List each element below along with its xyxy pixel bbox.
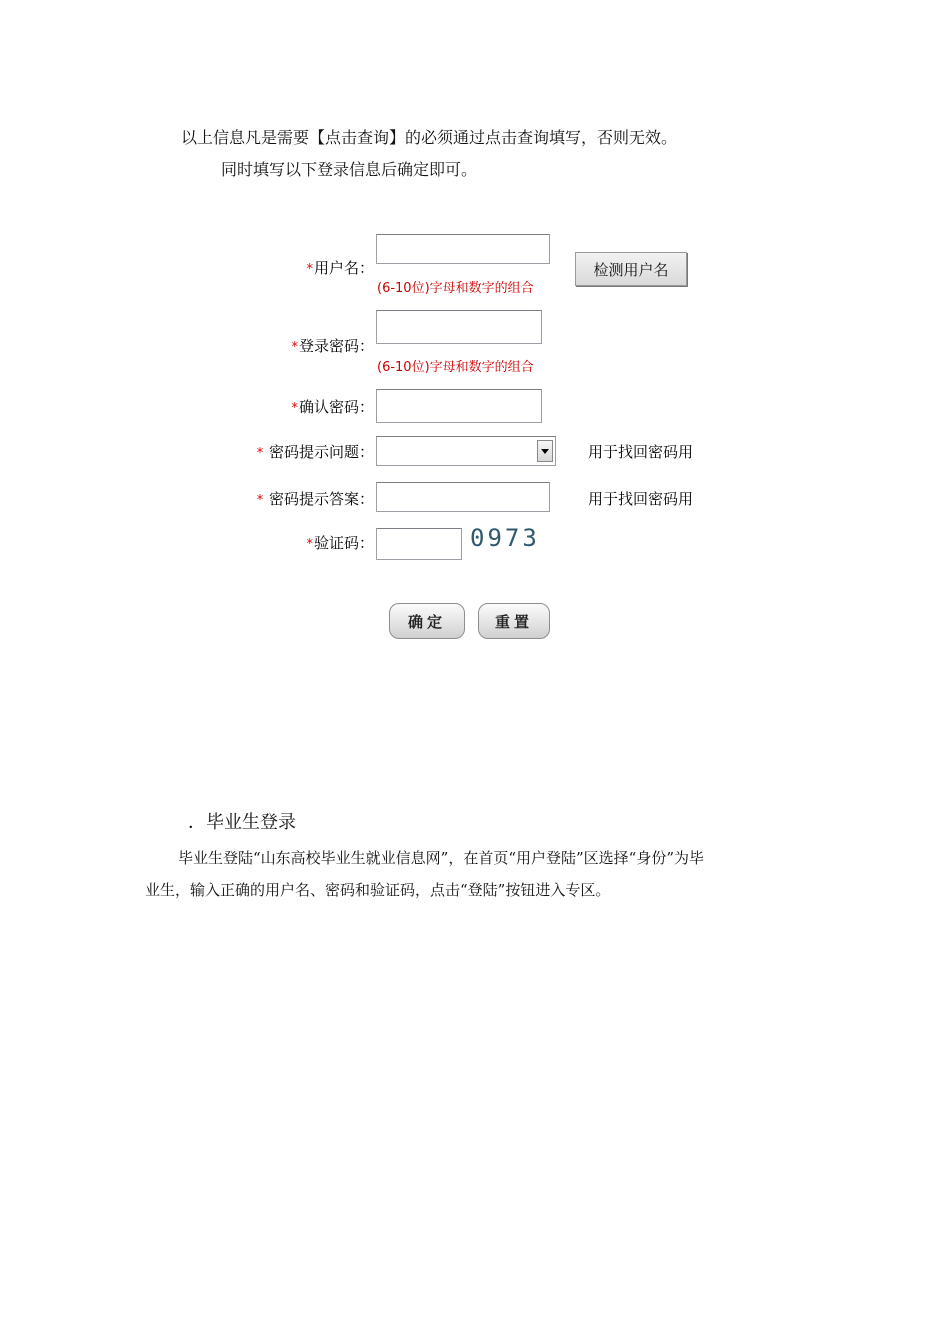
captcha-label-row	[250, 532, 374, 553]
password-field-box	[376, 310, 542, 344]
username-label: 用户名：	[313, 259, 374, 277]
question-label: 密码提示问题：	[268, 443, 374, 461]
reset-button[interactable]: 重置	[478, 603, 550, 639]
dropdown-arrow-icon[interactable]	[537, 440, 553, 462]
question-select[interactable]	[376, 436, 556, 466]
question-label-row	[230, 441, 374, 462]
required-mark: *	[291, 401, 298, 416]
password-hint: (6-10位)字母和数字的组合	[377, 360, 534, 375]
intro-line-1: 以上信息凡是需要【点击查询】的必须通过点击查询填写，否则无效。	[181, 128, 678, 147]
answer-label-row	[230, 488, 374, 509]
answer-label: 密码提示答案：	[268, 490, 374, 508]
confirm-password-input[interactable]	[377, 390, 541, 422]
password-label: 登录密码：	[298, 337, 374, 355]
answer-input[interactable]	[377, 483, 549, 511]
captcha-label: 验证码：	[313, 534, 374, 552]
confirm-password-label: 确认密码：	[298, 398, 374, 416]
section-heading: ．毕业生登录	[188, 812, 296, 833]
required-mark: *	[256, 493, 264, 508]
username-label-row	[250, 257, 374, 278]
password-input[interactable]	[377, 311, 541, 343]
captcha-image[interactable]: 0973	[470, 524, 540, 552]
intro-line-2: 同时填写以下登录信息后确定即可。	[221, 160, 478, 179]
question-note: 用于找回密码用	[588, 443, 694, 461]
answer-field-box	[376, 482, 550, 512]
confirm-password-label-row	[250, 396, 374, 417]
section-paragraph-line-1: 毕业生登陆“山东高校毕业生就业信息网”，在首页“用户登陆”区选择“身份”为毕	[178, 849, 705, 867]
submit-button[interactable]: 确定	[389, 603, 465, 639]
required-mark: *	[256, 446, 264, 461]
required-mark: *	[306, 537, 313, 552]
check-username-button[interactable]: 检测用户名	[575, 252, 687, 286]
section-paragraph-line-2: 业生，输入正确的用户名、密码和验证码，点击“登陆”按钮进入专区。	[145, 881, 611, 899]
username-input[interactable]	[377, 235, 549, 263]
confirm-password-field-box	[376, 389, 542, 423]
password-label-row	[250, 335, 374, 356]
username-field-box	[376, 234, 550, 264]
captcha-field-box	[376, 528, 462, 560]
captcha-input[interactable]	[377, 529, 461, 559]
required-mark: *	[306, 262, 313, 277]
username-hint: (6-10位)字母和数字的组合	[377, 281, 534, 296]
answer-note: 用于找回密码用	[588, 490, 694, 508]
required-mark: *	[291, 340, 298, 355]
